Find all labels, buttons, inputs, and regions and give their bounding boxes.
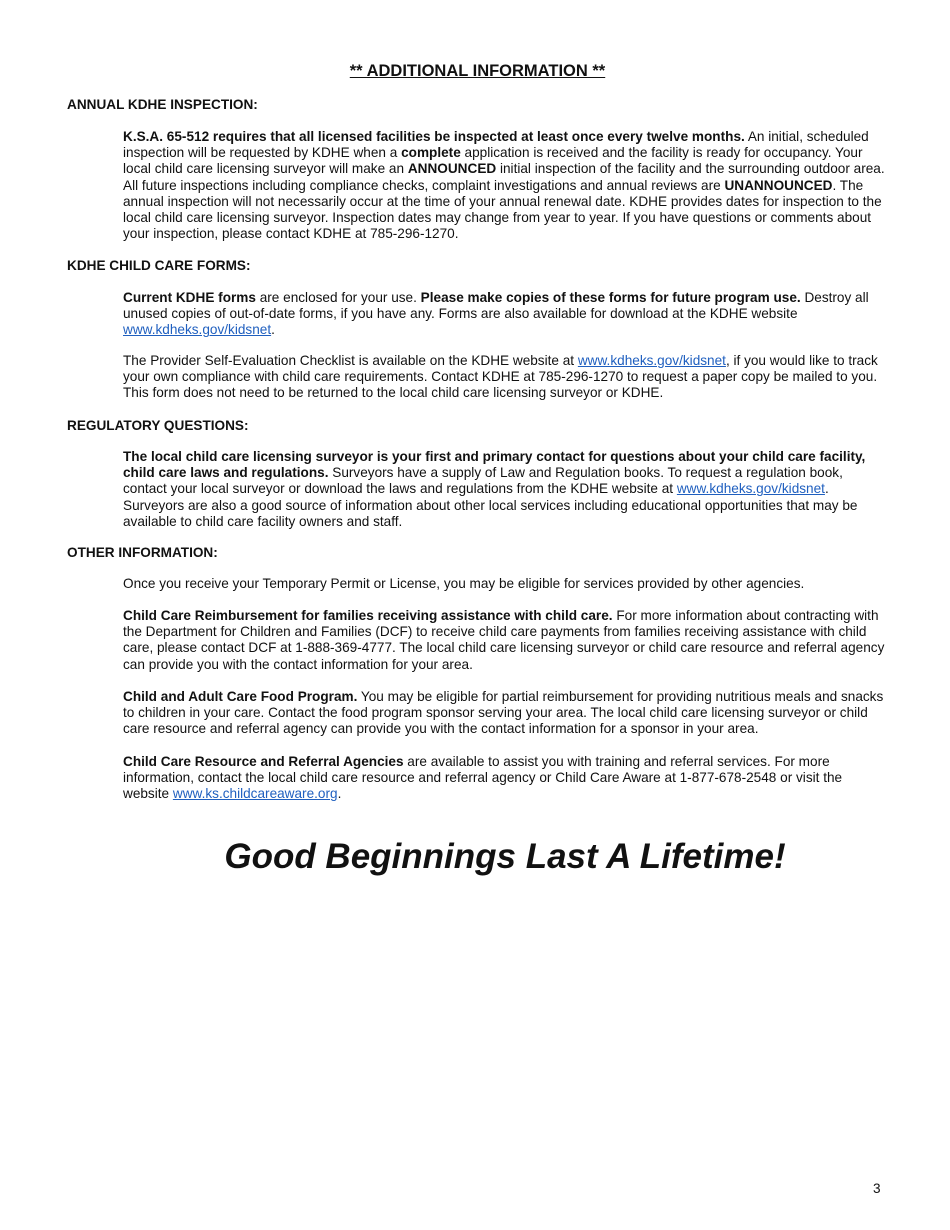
text: . The annual inspection will not necessarily occur at the time of your annual renewal date. KDHE provides dates for inspection to the local child care licensing surveyor. Inspection dates may change from year to year. If you have questions or comments about your inspection, please contact KDHE at 785-296-1270. (123, 177, 882, 242)
text: . (337, 786, 342, 802)
kdhe-kidsnet-link[interactable]: www.kdheks.gov/kidsnet (577, 353, 726, 368)
text-bold: The local child care licensing surveyor is your first and primary contact for questions about your child care facility, child care laws and regulations. (123, 449, 866, 481)
text-bold: Child and Adult Care Food Program. (123, 689, 358, 704)
page-title: ** ADDITIONAL INFORMATION ** (349, 62, 606, 80)
text: application is received and the facility is ready for occupancy. Your local child care licensing surveyor will make an (123, 145, 863, 177)
text-bold: complete (401, 145, 461, 161)
text-bold: Current KDHE forms (123, 290, 256, 305)
text: . Surveyors are also a good source of information about other local services including educational opportunities that may be available to child care facility owners and staff. (123, 481, 858, 529)
section-heading-annual-inspection: ANNUAL KDHE INSPECTION: (67, 97, 258, 112)
paragraph-reimbursement (123, 608, 888, 673)
text: are enclosed for your use. (255, 290, 421, 305)
text: An initial, scheduled inspection will be requested by KDHE when a (123, 129, 869, 161)
text: For more information about contracting with the Department for Children and Families (DCF) to receive child care payments from families receiving assistance with child care, please contact DCF at 1-888-369-4777. The local child care licensing surveyor or child care resource and referral agency can provide you with the contact information for your area. (123, 608, 885, 672)
text-bold: Child Care Reimbursement for families receiving assistance with child care. (123, 608, 613, 623)
text: . (271, 322, 275, 338)
text-bold: UNANNOUNCED (724, 177, 833, 193)
text: Destroy all unused copies of out-of-date forms, if you have any. Forms are also available for download at the KDHE website (123, 290, 869, 322)
kdhe-kidsnet-link[interactable]: www.kdheks.gov/kidsnet (676, 481, 825, 497)
text-bold: Please make copies of these forms for future program use. (420, 290, 801, 305)
text: The Provider Self-Evaluation Checklist is available on the KDHE website at (123, 353, 578, 368)
text: Surveyors have a supply of Law and Regulation books. To request a regulation book, contact your local surveyor or download the laws and regulations from the KDHE website at (123, 465, 843, 497)
motto-slogan: Good Beginnings Last A Lifetime! (224, 837, 786, 876)
paragraph-resource-referral (123, 754, 888, 803)
text-bold: K.S.A. 65-512 requires that all licensed facilities be inspected at least once every twelve months. (123, 129, 745, 144)
paragraph-regulatory (123, 449, 888, 530)
childcareaware-link[interactable]: www.ks.childcareaware.org (172, 786, 338, 802)
paragraph-forms (123, 290, 888, 339)
section-heading-forms: KDHE CHILD CARE FORMS: (67, 258, 251, 273)
kdhe-kidsnet-link[interactable]: www.kdheks.gov/kidsnet (123, 322, 272, 338)
text-bold: Child Care Resource and Referral Agencies (123, 754, 404, 769)
section-heading-other: OTHER INFORMATION: (67, 545, 218, 560)
text: are available to assist you with training and referral services. For more information, contact the local child care resource and referral agency or Child Care Aware at 1-877-678-2548 or visit the website (123, 754, 843, 802)
paragraph-annual-inspection (123, 129, 888, 242)
text: , if you would like to track your own compliance with child care requirements. Contact KDHE at 785-296-1270 to request a paper copy be mailed to you. This form does not need to be returned to the local child care licensing surveyor or KDHE. (123, 353, 878, 401)
page-number: 3 (873, 1181, 881, 1196)
text: You may be eligible for partial reimbursement for providing nutritious meals and snacks to children in your care. Contact the food program sponsor serving your area. The local child care licensing surveyor or child care resource and referral agency can provide you with the contact information for a sponsor in your area. (123, 689, 884, 737)
paragraph-other-intro: Once you receive your Temporary Permit or License, you may be eligible for services provided by other agencies. (123, 576, 805, 591)
section-heading-regulatory: REGULATORY QUESTIONS: (67, 418, 249, 433)
text-bold: ANNOUNCED (407, 161, 497, 177)
paragraph-food-program (123, 689, 888, 738)
text: initial inspection of the facility and the surrounding outdoor area. All future inspections including compliance checks, complaint investigations and annual reviews are (123, 161, 885, 193)
paragraph-self-evaluation (123, 353, 888, 402)
